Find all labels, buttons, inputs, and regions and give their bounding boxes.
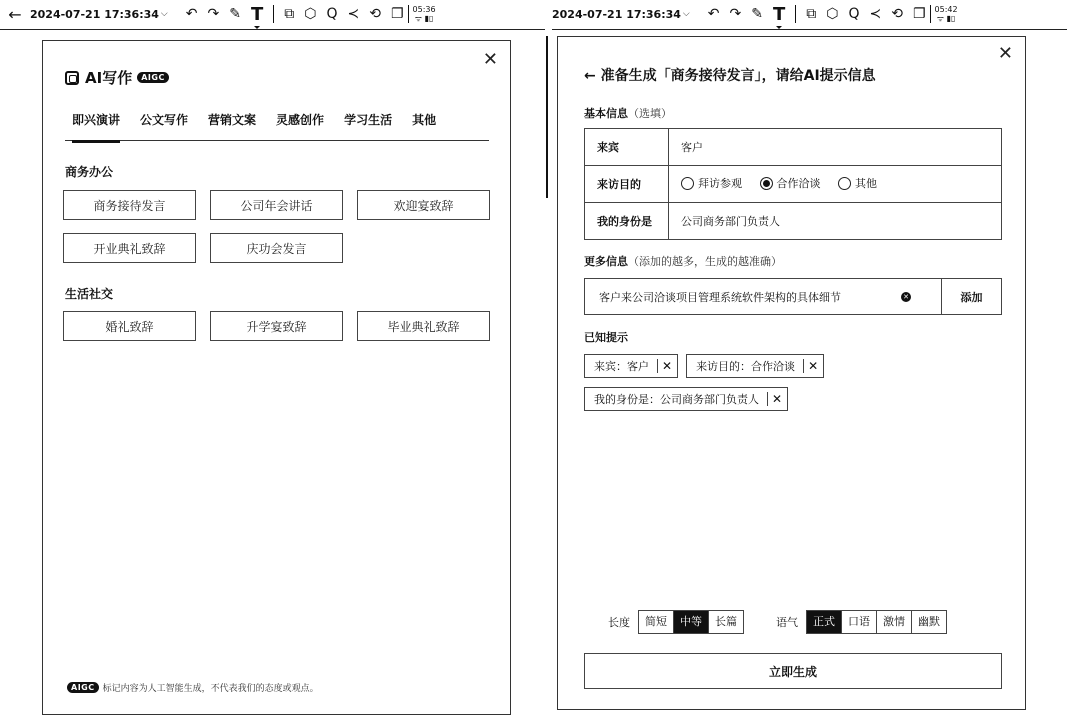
template-button[interactable]: 升学宴致辞 (210, 311, 343, 341)
hint-tag-text: 我的身份是：公司商务部门负责人 (594, 393, 759, 406)
hint-tag-text: 来宾：客户 (594, 360, 649, 373)
template-button[interactable]: 婚礼致辞 (63, 311, 196, 341)
disclaimer-text: 标记内容为人工智能生成，不代表我们的态度或观点。 (102, 684, 319, 694)
remove-tag-icon[interactable]: ✕ (657, 359, 677, 373)
battery-icon: ▮▯ (424, 14, 434, 23)
radio-other[interactable] (838, 175, 877, 191)
remove-tag-icon[interactable]: ✕ (803, 359, 823, 373)
social-template-grid (63, 311, 490, 341)
close-icon[interactable]: ✕ (482, 49, 498, 70)
identity-key: 我的身份是 (585, 203, 669, 240)
known-hints-label: 已知提示 (584, 331, 628, 344)
aigc-disclaimer (67, 681, 319, 694)
undo-icon[interactable]: ↶ (185, 6, 198, 22)
more-info-input[interactable] (584, 278, 1002, 315)
search-icon[interactable]: Q (326, 6, 338, 22)
length-option-medium[interactable]: 中等 (673, 611, 708, 633)
hint-tag (584, 387, 788, 411)
template-button[interactable]: 庆功会发言 (210, 233, 343, 263)
hint-tags-row (584, 387, 1004, 411)
tone-option-humorous[interactable]: 幽默 (911, 611, 946, 633)
aigc-badge: AIGC (137, 72, 169, 83)
purpose-radio-group (669, 166, 1002, 203)
more-info-title: 更多信息 (584, 255, 628, 268)
radio-label: 合作洽谈 (776, 177, 821, 191)
pen-icon[interactable]: ✎ (751, 6, 763, 22)
tab-marketing-copy[interactable]: 营销文案 (208, 113, 257, 127)
radio-circle-icon (838, 177, 851, 190)
radio-visit[interactable] (681, 175, 742, 191)
basic-info-label (584, 105, 672, 121)
radio-label: 拜访参观 (698, 177, 742, 191)
top-bar-left (0, 0, 548, 28)
purpose-key: 来访目的 (585, 166, 669, 203)
clock-time: 05:36 (412, 5, 436, 14)
toolbar-tools (186, 4, 404, 25)
category-tabs (65, 111, 489, 141)
hint-tag-text: 来访目的：合作洽谈 (696, 360, 796, 373)
ai-logo-icon (65, 71, 79, 85)
wifi-icon: ᯤ (936, 14, 945, 23)
history-icon[interactable]: ⟲ (891, 6, 903, 22)
hint-tag (686, 354, 824, 378)
shape-icon[interactable]: ⬡ (304, 6, 317, 22)
aigc-badge: AIGC (67, 682, 99, 693)
tab-creative[interactable]: 灵感创作 (276, 113, 325, 127)
clear-icon[interactable]: ✕ (901, 292, 911, 302)
length-label: 长度 (608, 616, 630, 629)
redo-icon[interactable]: ↷ (207, 6, 220, 22)
topbar-divider (0, 29, 545, 30)
chevron-down-icon[interactable]: ⌵ (160, 9, 168, 19)
guest-key: 来宾 (585, 129, 669, 166)
tab-study-life[interactable]: 学习生活 (344, 113, 393, 127)
tab-other[interactable]: 其他 (412, 113, 437, 127)
datetime-label[interactable]: 2024-07-21 17:36:34 (30, 7, 159, 21)
guest-value[interactable]: 客户 (669, 129, 1002, 166)
radio-cooperation[interactable] (760, 175, 821, 191)
table-row (585, 129, 1002, 166)
more-info-label (584, 253, 782, 269)
basic-info-table (584, 128, 1002, 240)
table-row (585, 203, 1002, 240)
basic-info-hint: （选填） (628, 107, 672, 120)
add-button[interactable]: 添加 (941, 279, 1001, 314)
generation-options (608, 610, 979, 634)
layer-icon[interactable]: ⧉ (284, 6, 295, 22)
history-icon[interactable]: ⟲ (369, 6, 381, 22)
radio-circle-icon (681, 177, 694, 190)
tone-option-passionate[interactable]: 激情 (876, 611, 911, 633)
search-icon[interactable]: Q (848, 6, 860, 22)
text-tool-icon[interactable]: T (772, 3, 786, 25)
window-icon[interactable]: ❐ (912, 6, 926, 22)
panel-title (65, 67, 169, 88)
tone-option-formal[interactable]: 正式 (807, 611, 841, 633)
template-button[interactable]: 欢迎宴致辞 (357, 190, 490, 220)
ai-writing-panel (42, 40, 511, 715)
panel-title-text: AI写作 (85, 69, 133, 87)
length-selector (638, 610, 744, 634)
basic-info-title: 基本信息 (584, 107, 628, 120)
undo-icon[interactable]: ↶ (707, 6, 720, 22)
share-icon[interactable]: ≺ (347, 6, 360, 22)
template-button[interactable]: 公司年会讲话 (210, 190, 343, 220)
page-split-bar[interactable] (546, 36, 548, 198)
close-icon[interactable]: ✕ (997, 43, 1013, 64)
window-icon[interactable]: ❐ (390, 6, 404, 22)
length-option-short[interactable]: 简短 (645, 615, 667, 628)
length-option-long[interactable]: 长篇 (708, 611, 743, 633)
tone-label: 语气 (776, 616, 798, 629)
radio-label: 其他 (855, 177, 877, 191)
hint-tags-row (584, 354, 1004, 378)
hint-tag (584, 354, 678, 378)
top-bar-right (552, 0, 1067, 28)
clock-time: 05:42 (934, 5, 958, 14)
layer-icon[interactable]: ⧉ (806, 6, 817, 22)
more-info-hint: （添加的越多，生成的越准确） (628, 255, 782, 268)
pen-icon[interactable]: ✎ (229, 6, 241, 22)
more-info-value[interactable]: 客户来公司洽谈项目管理系统软件架构的具体细节 (599, 290, 841, 304)
back-arrow-icon[interactable]: ← (8, 4, 22, 24)
section-title-business: 商务办公 (65, 165, 114, 179)
radio-selected-icon (760, 177, 773, 190)
share-icon[interactable]: ≺ (869, 6, 882, 22)
template-button[interactable]: 开业典礼致辞 (63, 233, 196, 263)
status-clock (408, 5, 436, 23)
toolbar-tools (708, 4, 926, 25)
table-row (585, 166, 1002, 203)
shape-icon[interactable]: ⬡ (826, 6, 839, 22)
tone-selector (806, 610, 947, 634)
battery-icon: ▮▯ (946, 14, 956, 23)
page-title[interactable]: ← 准备生成「商务接待发言」，请给AI提示信息 (584, 68, 876, 84)
divider (795, 5, 796, 23)
template-button[interactable]: 毕业典礼致辞 (357, 311, 490, 341)
status-clock (930, 5, 958, 23)
identity-value[interactable]: 公司商务部门负责人 (669, 203, 1002, 240)
remove-tag-icon[interactable]: ✕ (767, 392, 787, 406)
tab-official-writing[interactable]: 公文写作 (140, 113, 189, 127)
wifi-icon: ᯤ (414, 14, 423, 23)
topbar-divider (552, 29, 1067, 30)
chevron-down-icon[interactable]: ⌵ (682, 9, 690, 19)
section-title-social: 生活社交 (65, 287, 114, 301)
template-button[interactable]: 商务接待发言 (63, 190, 196, 220)
tone-option-colloquial[interactable]: 口语 (841, 611, 876, 633)
business-template-grid (63, 190, 490, 263)
divider (273, 5, 274, 23)
text-tool-icon[interactable]: T (250, 3, 264, 25)
generate-button[interactable]: 立即生成 (584, 653, 1002, 689)
prompt-panel (557, 36, 1026, 710)
datetime-label[interactable]: 2024-07-21 17:36:34 (552, 7, 681, 21)
tab-impromptu-speech[interactable]: 即兴演讲 (65, 111, 133, 141)
redo-icon[interactable]: ↷ (729, 6, 742, 22)
